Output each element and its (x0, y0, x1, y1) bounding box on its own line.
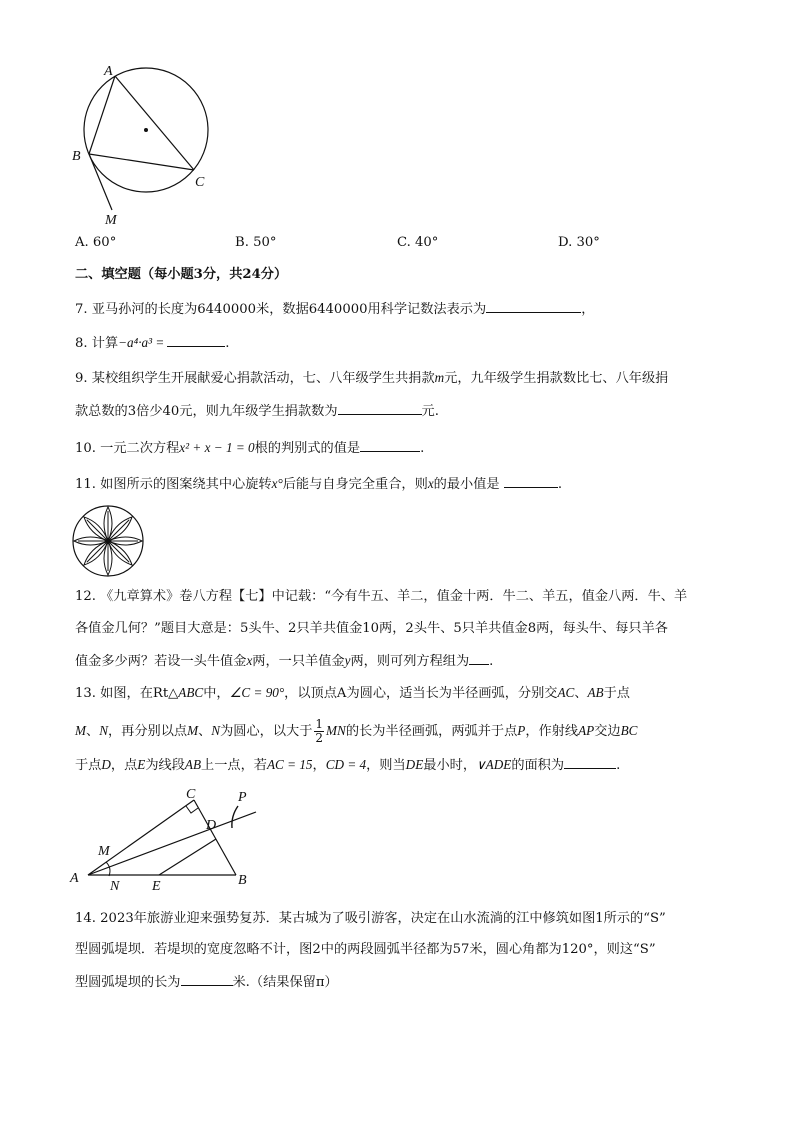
q9-text-1b: 元，九年级学生捐款数比七、八年级捐 (444, 371, 669, 386)
q10-equation: x² + x − 1 = 0 (179, 440, 255, 455)
q11-tail: . (557, 477, 563, 492)
segment-ac (115, 76, 194, 170)
q8-text: 8. 计算 (75, 336, 119, 351)
q13-text-3h: 的面积为 (511, 758, 565, 773)
label-c: C (195, 175, 205, 190)
question-8 (75, 333, 229, 353)
fig-label-d: D (206, 818, 217, 833)
q14-text-3b: 米.（结果保留π） (232, 975, 338, 990)
question-9-line-1 (75, 369, 668, 388)
question-11 (75, 474, 562, 494)
q13-seg-bc: BC (620, 723, 638, 738)
question-14-line-3 (75, 972, 338, 992)
q11-text-c: 的最小值是 (433, 477, 500, 492)
q14-answer-blank[interactable] (181, 972, 233, 986)
q13-text-2g: 交边 (594, 724, 621, 739)
fig-label-a: A (70, 871, 79, 886)
flower-pattern-figure (70, 503, 146, 579)
question-13-line-2 (75, 713, 637, 749)
segment-cb-side (194, 800, 236, 875)
q13-text-1e: 于点 (603, 686, 630, 701)
q13-text-1c: ，以顶点A为圆心，适当长为半径画弧，分别交 (284, 686, 558, 701)
q13-seg-ac: AC (557, 685, 575, 700)
q12-text-3b: 两，一只羊值金 (252, 654, 345, 669)
q13-text-2a: 、 (86, 724, 100, 739)
q13-text-2c: 、 (198, 724, 212, 739)
question-7 (75, 299, 594, 319)
question-12-line-3 (75, 651, 493, 671)
q14-text-3a: 型圆弧堤坝的长为 (75, 975, 181, 990)
center-dot (144, 128, 148, 132)
q7-answer-blank[interactable] (486, 299, 581, 313)
section-title: 二、填空题（每小题3分，共24分） (75, 267, 288, 282)
q13-text-3b: ，点 (110, 758, 138, 773)
question-10 (75, 438, 424, 458)
pattern-center (106, 539, 110, 543)
q9-tail: 元. (421, 404, 439, 419)
q13-text-3c: 为线段 (145, 758, 185, 773)
q13-angle-c: ∠C = 90° (229, 685, 285, 700)
q13-text-3d: 上一点，若 (201, 758, 267, 773)
q9-answer-blank[interactable] (338, 401, 422, 415)
q13-text-3a: 于点 (75, 758, 102, 773)
q9-var-m: m (434, 370, 445, 385)
q12-var-x: x (246, 653, 253, 668)
q13-frac-den: 2 (315, 731, 324, 745)
q11-var: x° (271, 476, 283, 491)
q10-answer-blank[interactable] (360, 438, 420, 452)
segment-de (159, 839, 216, 875)
q13-tail: . (616, 758, 621, 773)
q13-text-1b: 中， (203, 686, 230, 701)
q13-point-e: E (137, 757, 146, 772)
option-c: C. 40° (397, 235, 439, 250)
fig-label-n: N (110, 879, 120, 894)
fig-label-m: M (98, 844, 110, 859)
fig-label-b: B (238, 873, 247, 888)
q8-expression: −a⁴·a³ = (118, 335, 165, 350)
q13-point-n: N (99, 723, 108, 738)
q13-cond-cd: CD = 4 (325, 757, 367, 772)
question-14-line-2: 型圆弧堤坝．若堤坝的宽度忽略不计，图2中的两段圆弧半径都为57米，圆心角都为120°，则这“S” (75, 942, 656, 957)
tangent-bm (89, 154, 112, 210)
right-angle-mark (186, 806, 198, 813)
q13-seg-ab: AB (587, 685, 604, 700)
q13-text-1d: 、 (574, 686, 588, 701)
fig-label-p: P (238, 790, 247, 805)
segment-ac-side (88, 800, 194, 875)
fig-label-e: E (152, 879, 161, 894)
q12-answer-blank[interactable] (469, 651, 489, 665)
option-a: A. 60° (75, 235, 117, 250)
q13-triangle-ade: ∨ADE (476, 757, 512, 772)
q13-text-2d: 为圆心，以大于 (220, 724, 313, 739)
q9-text-1: 9. 某校组织学生开展献爱心捐款活动，七、八年级学生共捐款 (75, 371, 435, 386)
q12-text-3c: 两，则可列方程组为 (350, 654, 470, 669)
q11-answer-blank[interactable] (504, 474, 558, 488)
q13-text-3g: 最小时， (423, 758, 477, 773)
q13-point-m-2: M (187, 723, 199, 738)
question-12-line-1: 12. 《九章算术》卷八方程【七】中记载：“今有牛五、羊二，值金十两．牛二、羊五，值金八两．牛、羊 (75, 589, 688, 604)
q13-cond-ac: AC = 15 (266, 757, 313, 772)
segment-ab (89, 76, 115, 154)
q13-point-m: M (75, 723, 86, 738)
question-13-line-3 (75, 755, 620, 775)
right-triangle-figure (68, 784, 268, 896)
arc-mn (106, 862, 110, 876)
q13-answer-blank[interactable] (564, 755, 616, 769)
q13-seg-mn: MN (326, 723, 346, 738)
q13-text-2e: 的长为半径画弧，两弧并于点 (345, 724, 518, 739)
q12-text-3a: 值金多少两？若设一头牛值金 (75, 654, 247, 669)
q13-text-3e: ， (312, 758, 326, 773)
q7-tail: ， (581, 302, 595, 317)
label-m: M (105, 213, 117, 228)
q13-ray-ap: AP (578, 723, 595, 738)
q11-var-2: x (427, 476, 434, 491)
question-9-line-2 (75, 401, 439, 421)
q10-tail: . (420, 441, 425, 456)
q13-point-d: D (101, 757, 111, 772)
q11-text-b: 后能与自身完全重合，则 (282, 477, 428, 492)
option-d: D. 30° (558, 235, 600, 250)
q8-answer-blank[interactable] (167, 333, 225, 347)
q13-point-n-2: N (211, 723, 221, 738)
q12-var-y: y (344, 653, 351, 668)
q7-text: 7. 亚马孙河的长度为6440000米，数据6440000用科学记数法表示为 (75, 302, 487, 317)
arc-p (232, 806, 238, 828)
label-a: A (104, 64, 113, 79)
circle-triangle-figure (60, 58, 230, 228)
question-12-line-2: 各值金几何？”题目大意是：5头牛、2只羊共值金10两，2头牛、5只羊共值金8两，每头牛、每只羊各 (75, 621, 668, 636)
q11-text: 11. 如图所示的图案绕其中心旋转 (75, 477, 272, 492)
segment-bc (89, 154, 194, 170)
label-b: B (72, 149, 81, 164)
q8-tail: . (225, 336, 230, 351)
q13-fraction (314, 718, 324, 745)
q13-seg-ab-2: AB (184, 757, 202, 772)
question-13-line-1 (75, 684, 630, 703)
fig-label-c: C (186, 787, 196, 802)
q13-text-1a: 13. 如图，在Rt△ (75, 686, 179, 701)
q13-text-3f: ，则当 (366, 758, 406, 773)
q12-tail: . (489, 654, 494, 669)
question-14-line-1: 14. 2023年旅游业迎来强势复苏．某古城为了吸引游客，决定在山水流淌的江中修筑如图1所示的“S” (75, 911, 666, 926)
q13-seg-de: DE (405, 757, 424, 772)
q13-text-2b: ，再分别以点 (107, 724, 188, 739)
q10-text-b: 根的判别式的值是 (254, 441, 361, 456)
q13-text-2f: ，作射线 (525, 724, 579, 739)
option-b: B. 50° (235, 235, 277, 250)
q13-frac-num: 1 (315, 717, 324, 731)
q10-text: 10. 一元二次方程 (75, 441, 180, 456)
q13-triangle-abc: ABC (178, 685, 204, 700)
q13-point-p: P (517, 723, 526, 738)
q9-text-2: 款总数的3倍少40元，则九年级学生捐款数为 (75, 404, 338, 419)
